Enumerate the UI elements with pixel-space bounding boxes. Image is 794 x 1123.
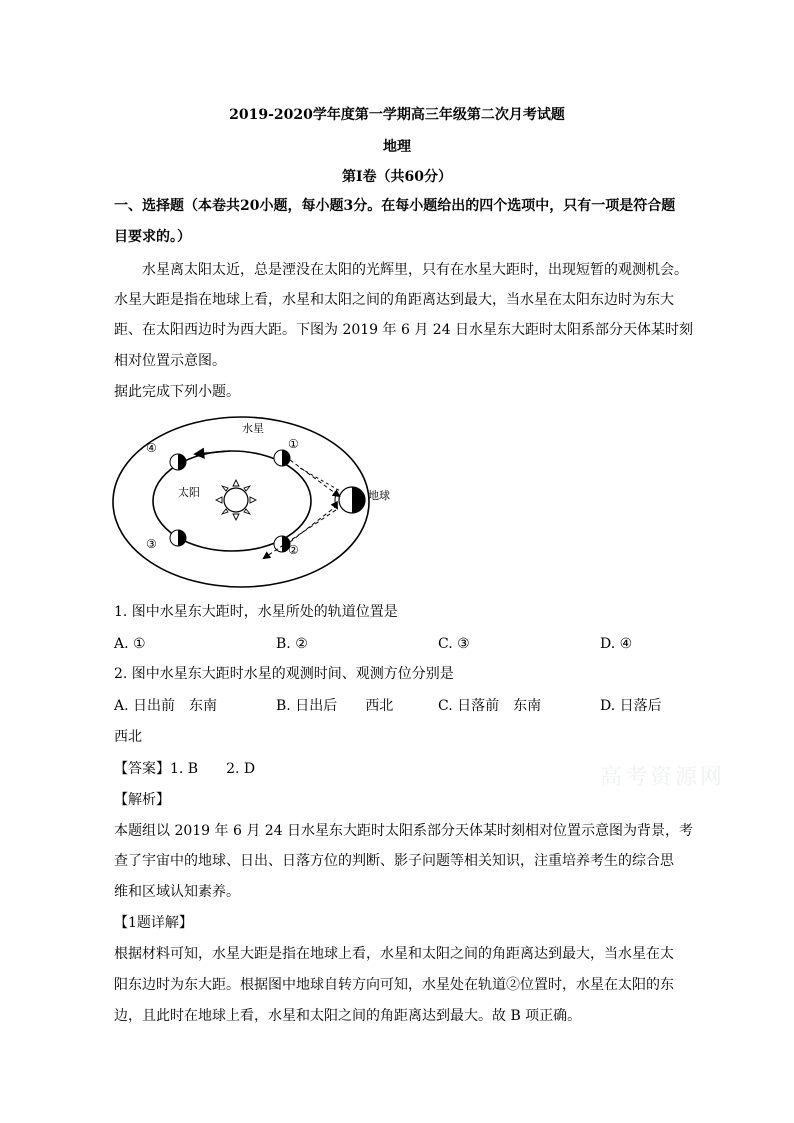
q1-option-b: B. ② (276, 636, 308, 652)
orbit-diagram (108, 410, 418, 595)
sight-line-to-pos1 (290, 460, 339, 496)
sight-line-to-pos2 (290, 504, 339, 542)
pos3-label: ③ (146, 537, 157, 551)
pos1-label: ① (288, 437, 299, 451)
q2-option-c: C. 日落前 东南 (438, 698, 542, 714)
passage-line5: 据此完成下列小题。 (114, 384, 240, 400)
sun-earth-line (300, 468, 342, 492)
exam-title: 2019-2020学年度第一学期高三年级第二次月考试题 (229, 107, 565, 123)
subject-title: 地理 (383, 139, 411, 155)
sun-icon (216, 480, 256, 520)
tangent-arrow (264, 510, 336, 558)
detail1-line3: 边，且此时在地球上看，水星和太阳之间的角距离达到最大。故 B 项正确。 (114, 1008, 582, 1024)
earth-label: 地球 (368, 489, 390, 502)
mercury-pos3 (170, 530, 186, 546)
mercury-pos1 (274, 450, 290, 466)
passage-line2: 水星大距是指在地球上看，水星和太阳之间的角距离达到最大，当水星在太阳东边时为东大 (114, 292, 674, 308)
section-heading-line2: 目要求的。） (114, 229, 191, 245)
detail1-line1: 根据材料可知，水星大距是指在地球上看，水星和太阳之间的角距离达到最大，当水星在太 (114, 946, 674, 962)
answer-line: 【答案】1. B 2. D (114, 761, 256, 777)
q2-option-d: D. 日落后 (600, 698, 662, 714)
earth-icon (335, 487, 365, 513)
watermark: 高考资源网 (600, 765, 726, 790)
q2-stem: 2. 图中水星东大距时水星的观测时间、观测方位分别是 (114, 666, 454, 682)
q2-option-b: B. 日出后 西北 (276, 698, 394, 714)
orbit-direction-arrow (196, 451, 230, 454)
analysis-line1: 本题组以 2019 年 6 月 24 日水星东大距时太阳系部分天体某时刻相对位置示意图为背景，考 (114, 823, 694, 839)
mercury-pos4 (170, 454, 186, 470)
pos2-label: ② (288, 543, 299, 557)
section-heading-line1: 一、选择题（本卷共20小题，每小题3分。在每小题给出的四个选项中，只有一项是符合题 (114, 198, 676, 214)
passage-line1: 水星离太阳太近，总是湮没在太阳的光辉里，只有在水星大距时，出现短暂的观测机会。 (142, 262, 688, 278)
analysis-line2: 查了宇宙中的地球、日出、日落方位的判断、影子问题等相关知识，注重培养考生的综合思 (114, 853, 674, 869)
q2-option-a: A. 日出前 东南 (114, 698, 218, 714)
passage-line4: 相对位置示意图。 (114, 353, 226, 369)
q1-option-a: A. ① (114, 636, 146, 652)
q1-stem: 1. 图中水星东大距时，水星所处的轨道位置是 (114, 604, 398, 620)
pos4-label: ④ (146, 441, 157, 455)
analysis-line3: 维和区域认知素养。 (114, 884, 240, 900)
volume-title: 第I卷（共60分） (341, 169, 453, 185)
passage-line3: 距、在太阳西边时为西大距。下图为 2019 年 6 月 24 日水星东大距时太阳系部分天体某时刻 (114, 322, 694, 338)
detail1-line2: 阳东边时为东大距。根据图中地球自转方向可知，水星处在轨道②位置时，水星在太阳的东 (114, 977, 674, 993)
q1-option-c: C. ③ (438, 636, 470, 652)
q1-option-d: D. ④ (600, 636, 633, 652)
sun-label: 太阳 (178, 486, 200, 499)
analysis-heading: 【解析】 (114, 792, 170, 808)
mercury-label: 水星 (242, 422, 264, 435)
q2-option-d-cont: 西北 (114, 729, 142, 745)
detail1-heading: 【1题详解】 (114, 915, 193, 931)
